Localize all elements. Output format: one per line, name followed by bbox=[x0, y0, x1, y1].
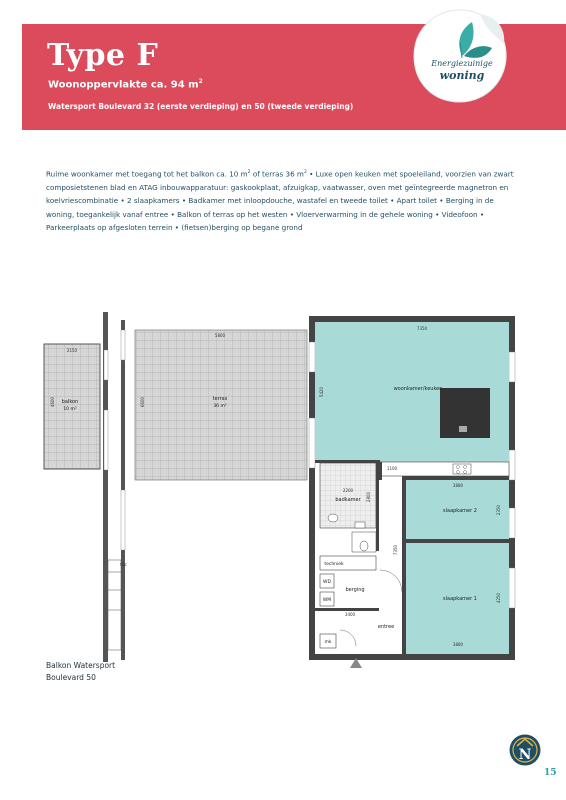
page-title: Type F bbox=[47, 38, 159, 73]
room-badkamer: badkamer bbox=[335, 497, 361, 503]
dim-slaap2-depth: 2350 bbox=[496, 504, 501, 516]
living-area-text: Woonoppervlakte ca. 94 m bbox=[48, 79, 199, 91]
floor-plan bbox=[0, 300, 566, 690]
dim-berging-width: 3400 bbox=[344, 612, 356, 617]
description-sup2: 2 bbox=[303, 170, 307, 175]
room-berging: berging bbox=[345, 587, 365, 593]
company-logo-icon bbox=[509, 734, 541, 766]
dim-woon-depth: 5420 bbox=[319, 386, 324, 398]
description-part3: • Luxe open keuken met spoeleiland, voorzien van zwart composietstenen blad en ATAG inbouwapparatuur: gaskookplaat, afzuigkap, vaatwasser, oven met geïntegreerde magnetron en koelvriescombinatie • 2 slaapkamers • Badkamer met inloopdouche, wastafel en tweede toilet • Apart toilet • Berging in de woning, toegankelijk vanaf entree • Balkon of terras op het westen • Vloerverwarming in de gehele woning • Videofoon • Parkeerplaats op afgesloten terrein • (fietsen)berging op begane grond bbox=[46, 169, 514, 233]
caption-line1: Balkon Watersport bbox=[46, 661, 116, 670]
adjacent-unit bbox=[103, 312, 128, 662]
room-slaapkamer1: slaapkamer 1 bbox=[443, 596, 477, 602]
dim-bad-width: 2200 bbox=[342, 488, 354, 493]
dim-woon-width: 7350 bbox=[416, 326, 428, 331]
adjacent-tech-label: tec bbox=[120, 563, 128, 568]
living-area-unit: 2 bbox=[198, 78, 203, 85]
terrace-depth: 6600 bbox=[140, 396, 145, 408]
dim-slaap1-width: 3880 bbox=[452, 642, 464, 647]
dim-hall-width: 1100 bbox=[386, 466, 398, 471]
energy-badge-icon bbox=[410, 6, 510, 106]
apartment bbox=[309, 316, 515, 668]
description bbox=[46, 166, 516, 235]
room-techniek: techniek bbox=[324, 562, 344, 567]
living-area bbox=[48, 78, 203, 90]
description-part1: Ruime woonkamer met toegang tot het balkon ca. 10 m bbox=[46, 169, 248, 179]
terrace-area: 36 m² bbox=[213, 404, 227, 409]
room-slaapkamer2: slaapkamer 2 bbox=[443, 508, 477, 514]
page-number: 15 bbox=[544, 768, 557, 778]
room-entree: entree bbox=[377, 624, 395, 630]
terrace-width: 5800 bbox=[214, 333, 226, 338]
appliance-wd: WD bbox=[323, 580, 331, 585]
balcony-depth: 4600 bbox=[50, 396, 55, 408]
logo-letter: N bbox=[518, 747, 532, 763]
description-part2: of terras 36 m bbox=[250, 169, 304, 179]
room-woonkamer: woonkamer/keuken bbox=[393, 386, 443, 392]
dim-bad-depth: 2800 bbox=[366, 491, 371, 503]
appliance-wm: WM bbox=[322, 598, 332, 603]
badge-line2: woning bbox=[439, 69, 485, 82]
badge-line1: Energiezuinige bbox=[431, 59, 493, 68]
dim-hall-depth: 7350 bbox=[393, 544, 398, 556]
room-mk: mk bbox=[324, 640, 332, 645]
dim-slaap1-depth: 4250 bbox=[496, 592, 501, 604]
terrace-label: terras bbox=[212, 396, 228, 402]
plan-caption bbox=[46, 660, 115, 684]
balcony-label: balkon bbox=[61, 399, 79, 405]
balcony-width: 2150 bbox=[66, 348, 78, 353]
balcony bbox=[44, 344, 100, 469]
description-sup1: 2 bbox=[247, 170, 251, 175]
address-line: Watersport Boulevard 32 (eerste verdieping) en 50 (tweede verdieping) bbox=[48, 102, 354, 111]
balcony-area: 10 m² bbox=[63, 407, 77, 412]
caption-line2: Boulevard 50 bbox=[46, 673, 96, 682]
dim-slaap2-width: 3880 bbox=[452, 483, 464, 488]
floor-plan-drawing bbox=[0, 300, 566, 690]
terrace bbox=[135, 330, 307, 480]
